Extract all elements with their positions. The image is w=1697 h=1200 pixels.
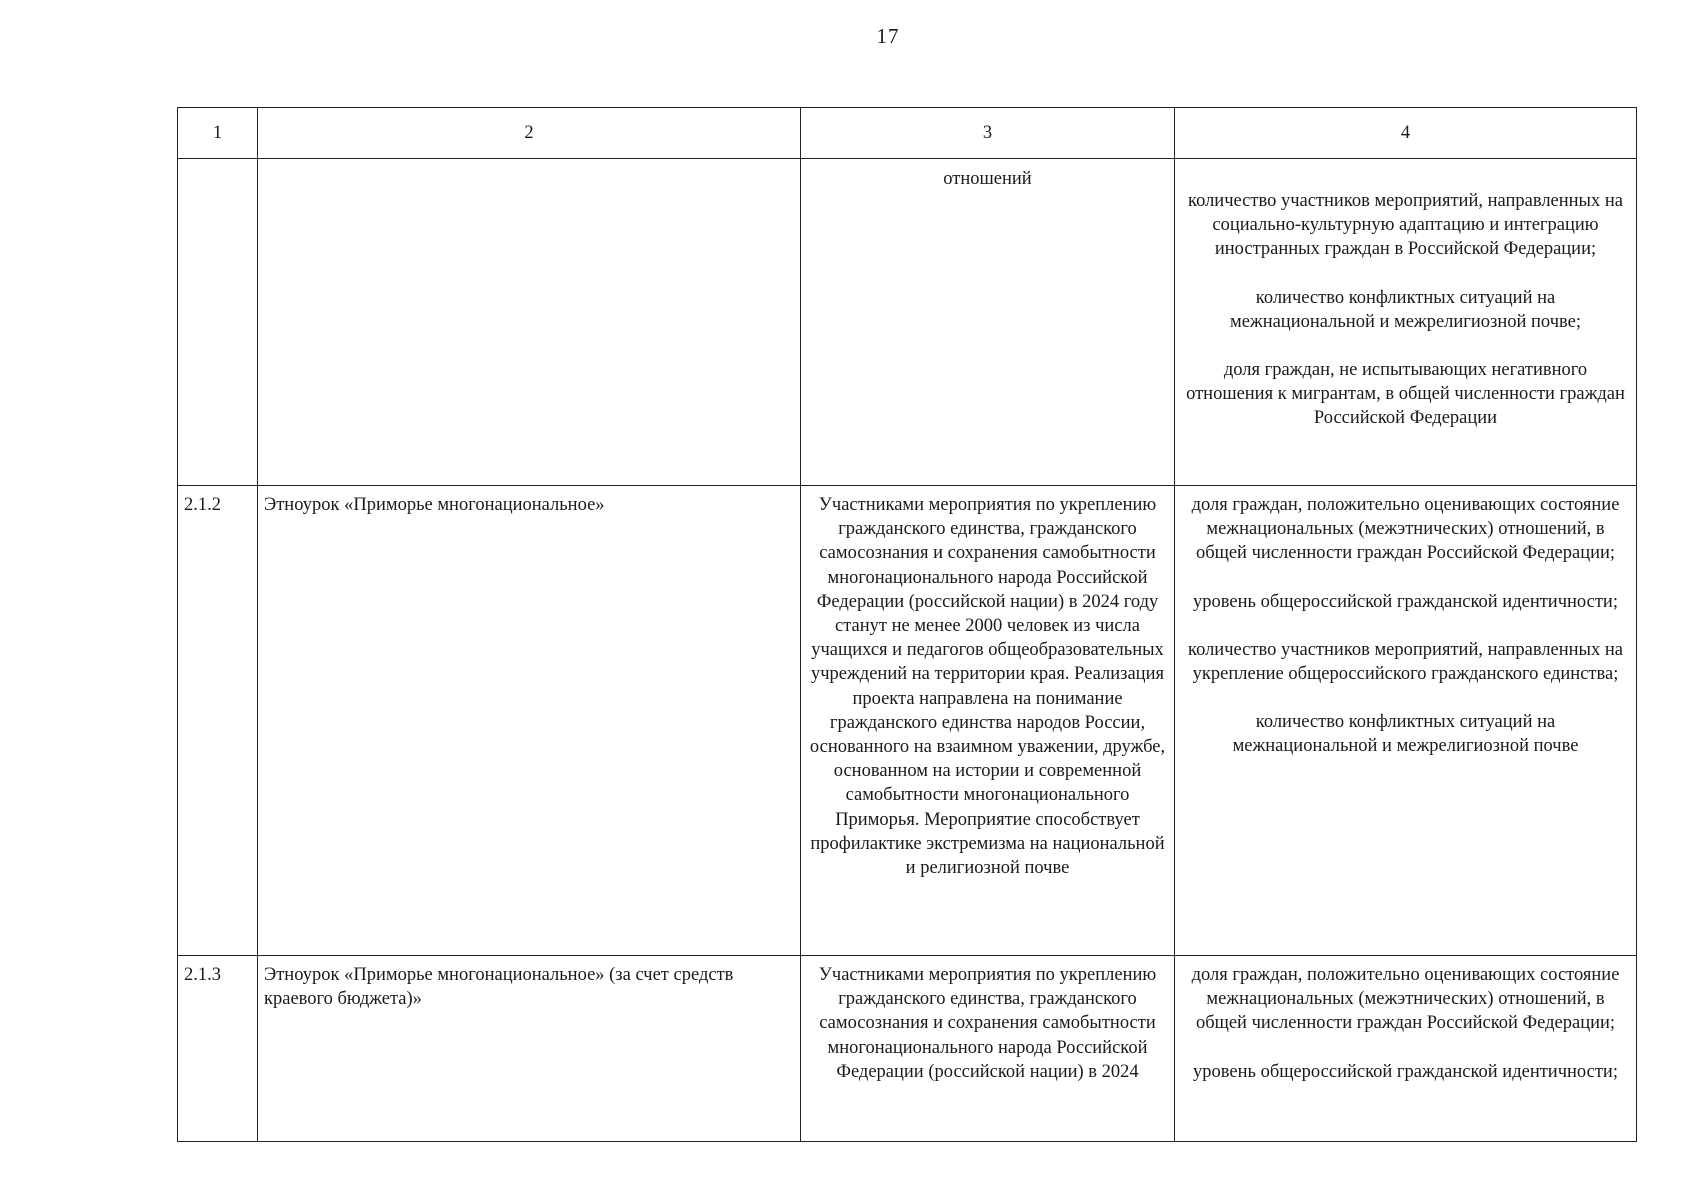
indicator-item: доля граждан, положительно оценивающих состояние межнациональных (межэтнических) отношений, в общей численности граждан Российской Федерации; — [1191, 495, 1620, 564]
row-name-cell: Этноурок «Приморье многонациональное» (за счет средств краевого бюджета)» — [258, 956, 801, 1142]
indicator-item: количество участников мероприятий, направленных на социально-культурную адаптацию и интеграцию иностранных граждан в Российской Федерации; — [1188, 191, 1623, 260]
indicator-item: уровень общероссийской гражданской идентичности; — [1193, 591, 1618, 612]
indicator-item: количество конфликтных ситуаций на межнациональной и межрелигиозной почве — [1232, 712, 1579, 757]
column-header-2: 2 — [258, 108, 801, 159]
measures-table — [177, 107, 1637, 1142]
table-row-2-1-2 — [178, 486, 1637, 956]
column-header-4: 4 — [1175, 108, 1637, 159]
indicator-item: доля граждан, не испытывающих негативного отношения к мигрантам, в общей численности граждан Российской Федерации — [1186, 360, 1625, 429]
row-indicators-cell — [1175, 486, 1637, 956]
row-number-cell: 2.1.3 — [178, 956, 258, 1142]
indicator-item: количество конфликтных ситуаций на межнациональной и межрелигиозной почве; — [1230, 287, 1581, 332]
row-indicators-cell — [1175, 956, 1637, 1142]
table-header-row — [178, 108, 1637, 159]
row-description-cell: Участниками мероприятия по укреплению гражданского единства, гражданского самосознания и сохранения самобытности многонационального народа Российской Федерации (российской нации) в 2024 — [801, 956, 1175, 1142]
table-row-continuation — [178, 159, 1637, 486]
indicator-item: доля граждан, положительно оценивающих состояние межнациональных (межэтнических) отношений, в общей численности граждан Российской Федерации; — [1191, 965, 1620, 1034]
table-row-2-1-3 — [178, 956, 1637, 1142]
row-name-cell — [258, 159, 801, 486]
row-description-cell: Участниками мероприятия по укреплению гражданского единства, гражданского самосознания и сохранения самобытности многонационального народа Российской Федерации (российской нации) в 2024 году станут не менее 2000 человек из числа учащихся и педагогов общеобразовательных учреждений на территории края. Реализация проекта направлена на понимание гражданского единства народов России, основанного на взаимном уважении, дружбе, основанном на истории и современной самобытности многонационального Приморья. Мероприятие способствует профилактике экстремизма на национальной и религиозной почве — [801, 486, 1175, 956]
row-description-cell: отношений — [801, 159, 1175, 486]
indicator-item: уровень общероссийской гражданской идентичности; — [1193, 1061, 1618, 1082]
row-number-cell: 2.1.2 — [178, 486, 258, 956]
page-number: 17 — [876, 24, 900, 48]
row-name-cell: Этноурок «Приморье многонациональное» — [258, 486, 801, 956]
column-header-3: 3 — [801, 108, 1175, 159]
indicator-item: количество участников мероприятий, направленных на укрепление общероссийского гражданского единства; — [1188, 639, 1623, 685]
row-number-cell — [178, 159, 258, 486]
row-indicators-cell — [1175, 159, 1637, 486]
column-header-1: 1 — [178, 108, 258, 159]
